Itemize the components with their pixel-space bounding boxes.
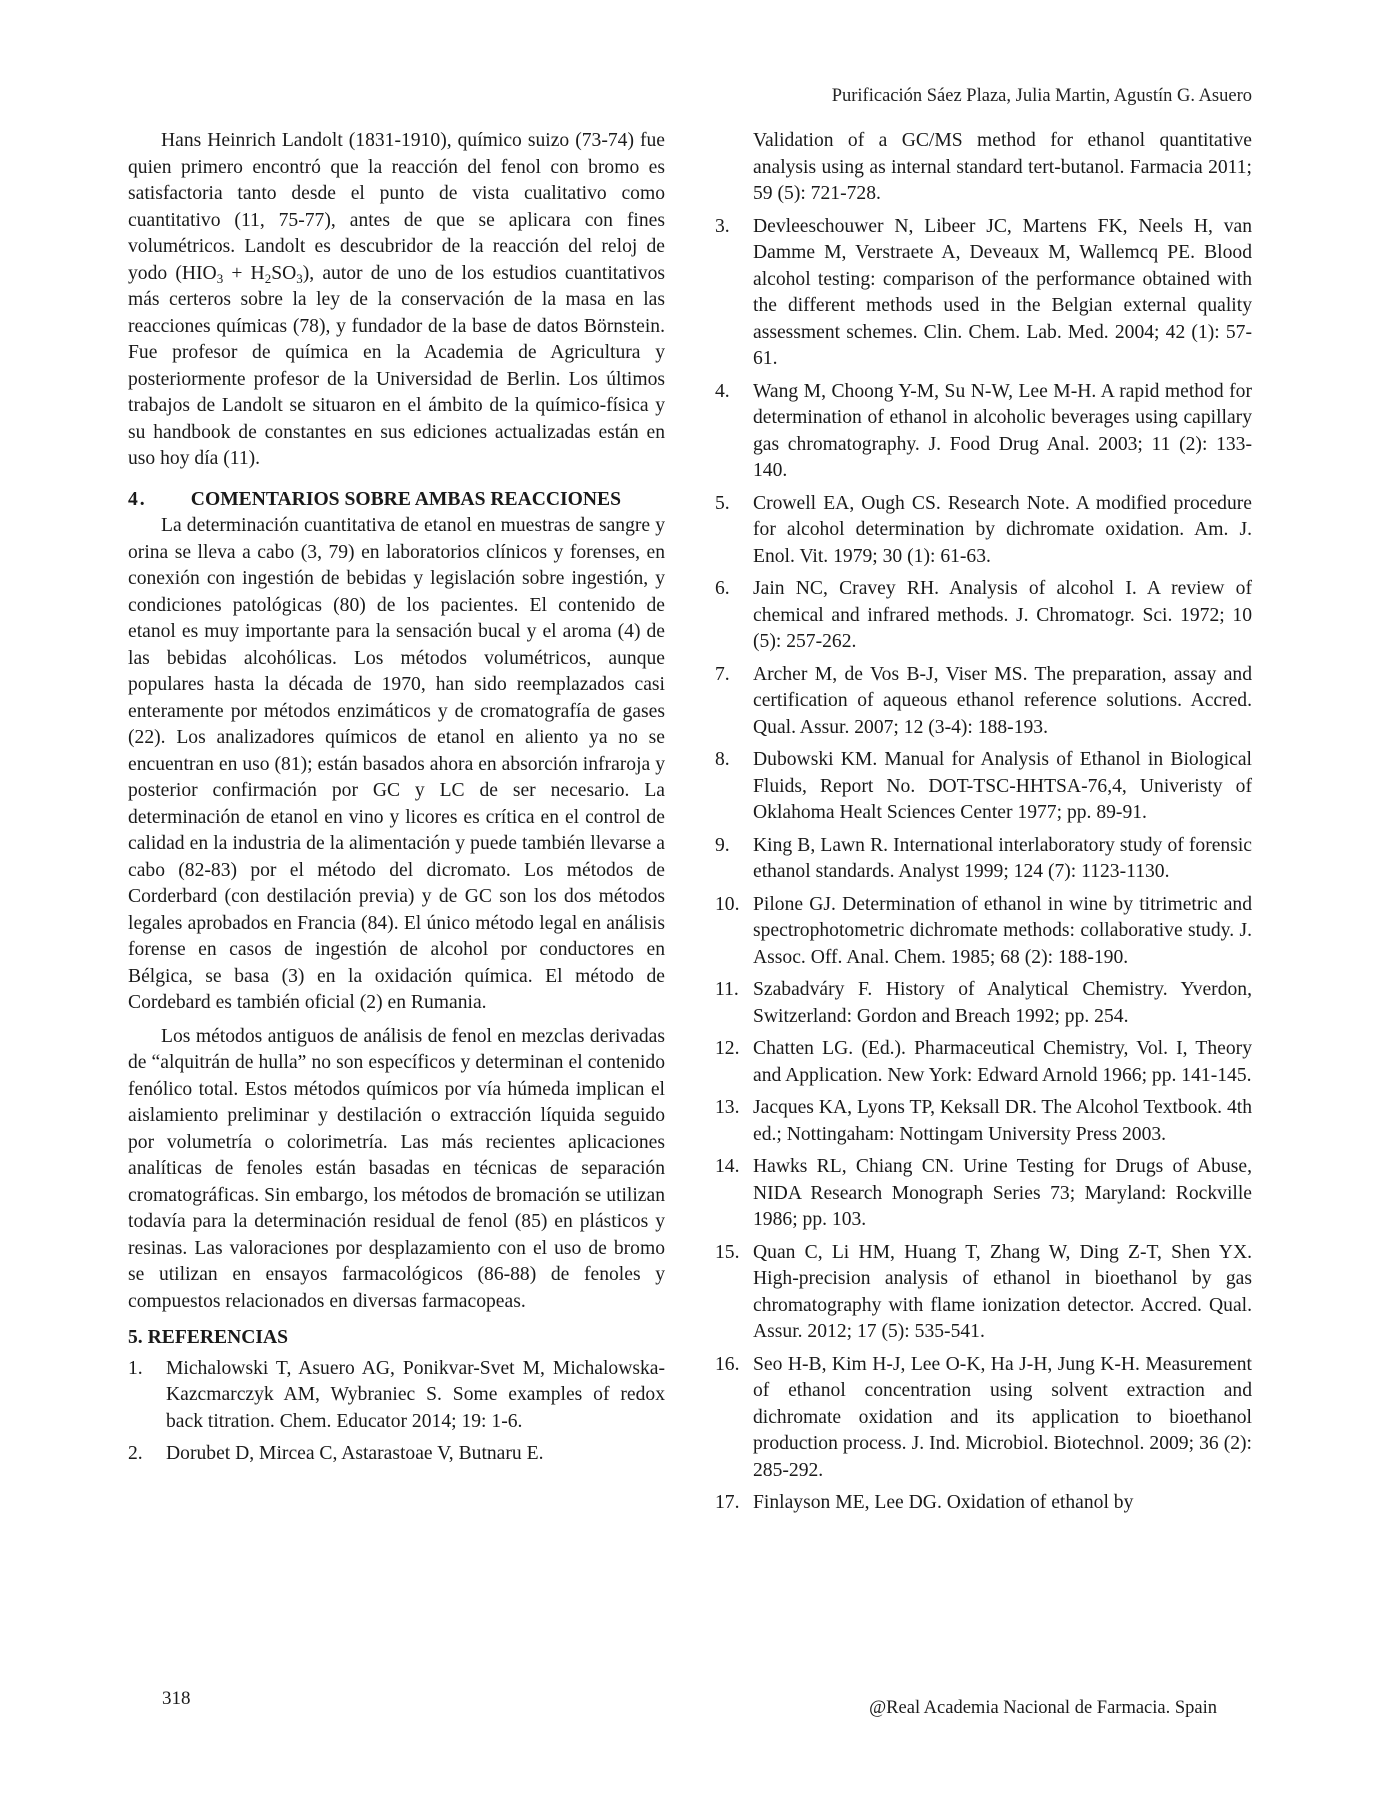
- reference-text: Jain NC, Cravey RH. Analysis of alcohol I. A review of chemical and infrared methods. J. Chromatogr. Sci. 1972; 10 (5): 257-262.: [753, 578, 1252, 652]
- reference-text: Quan C, Li HM, Huang T, Zhang W, Ding Z-T, Shen YX. High-precision analysis of ethanol in bioethanol by gas chromatography with flame ionization detector. Accred. Qual. Assur. 2012; 17 (5): 535-541.: [753, 1241, 1252, 1342]
- reference-number: 14.: [715, 1156, 740, 1177]
- reference-number: 12.: [715, 1038, 740, 1059]
- reference-number: 9.: [715, 834, 730, 856]
- reference-item: [715, 1352, 1252, 1485]
- reference-item: [715, 1490, 1252, 1517]
- reference-item: 2. Dorubet D, Mircea C, Astarastoae V, Butnaru E.: [128, 1443, 544, 1464]
- reference-item: [715, 379, 1252, 485]
- footer-copyright: @Real Academia Nacional de Farmacia. Spain: [869, 1698, 1217, 1718]
- reference-number: 16.: [715, 1353, 740, 1375]
- reference-text: Szabadváry F. History of Analytical Chemistry. Yverdon, Switzerland: Gordon and Breach 1992; pp. 254.: [753, 979, 1252, 1027]
- reference-list-right: [715, 214, 1252, 1517]
- reference-item: [715, 214, 1252, 373]
- section-heading-5: 5. REFERENCIAS: [128, 1327, 289, 1348]
- left-column: [128, 128, 665, 1474]
- reference-text: Jacques KA, Lyons TP, Keksall DR. The Alcohol Textbook. 4th ed.; Nottingaham: Nottingam University Press 2003.: [753, 1097, 1252, 1145]
- reference-text: Pilone GJ. Determination of ethanol in wine by titrimetric and spectrophotometric dichromate methods: collaborative study. J. Assoc. Off. Anal. Chem. 1985; 68 (2): 188-190.: [753, 893, 1252, 968]
- reference-item: [715, 833, 1252, 886]
- reference-number: 5.: [715, 492, 730, 514]
- reference-text: Wang M, Choong Y-M, Su N-W, Lee M-H. A rapid method for determination of ethanol in alcoholic beverages using capillary gas chromatography. J. Food Drug Anal. 2003; 11 (2): 133-140.: [753, 380, 1252, 481]
- reference-item: [715, 1154, 1252, 1234]
- section-heading-4: 4. COMENTARIOS SOBRE AMBAS REACCIONES: [128, 488, 622, 510]
- reference-item: [715, 892, 1252, 972]
- reference-item: 1. Michalowski T, Asuero AG, Ponikvar-Svet M, Michalowska-Kazcmarczyk AM, Wybraniec S. Some examples of redox back titration. Chem. Educator 2014; 19: 1-6.: [128, 1357, 665, 1432]
- reference-number: 6.: [715, 578, 730, 599]
- reference-text: Chatten LG. (Ed.). Pharmaceutical Chemistry, Vol. I, Theory and Application. New York: Edward Arnold 1966; pp. 141-145.: [753, 1038, 1252, 1086]
- reference-number: 8.: [715, 749, 730, 770]
- reference-text: Devleeschouwer N, Libeer JC, Martens FK, Neels H, van Damme M, Verstraete A, Deveaux M, Wallemcq PE. Blood alcohol testing: comparison of the performance obtained with the different methods used in the Belgian external quality assessment schemes. Clin. Chem. Lab. Med. 2004; 42 (1): 57-61.: [753, 215, 1252, 369]
- reference-list-left: [128, 1356, 665, 1468]
- reference-item: [715, 747, 1252, 827]
- reference-item: [715, 662, 1252, 742]
- reference-text: Crowell EA, Ough CS. Research Note. A modified procedure for alcohol determination by dichromate oxidation. Am. J. Enol. Vit. 1979; 30 (1): 61-63.: [753, 492, 1252, 567]
- reference-text: Archer M, de Vos B-J, Viser MS. The preparation, assay and certification of aqueous ethanol reference solutions. Accred. Qual. Assur. 2007; 12 (3-4): 188-193.: [753, 663, 1252, 738]
- reference-item: [715, 1036, 1252, 1089]
- reference-item: [715, 1095, 1252, 1148]
- paragraph-landolt: Hans Heinrich Landolt (1831-1910), químico suizo (73-74) fue quien primero encontró que la reacción del fenol con bromo es satisfactoria tanto desde el punto de vista cualitativo como cuantitativo (11, 75-77), antes de que se aplicara con fines volumétricos. Landolt es descubridor de la reacción del reloj de yodo $(HIO_3 + H_2SO_3)$, autor de uno de los estudios cuantitativos más certeros sobre la ley de la conservación de la masa en las reacciones químicas (78), y fundador de la base de datos Börnstein. Fue profesor de química en la Academia de Agricultura y posteriormente profesor de la Universidad de Berlin. Los últimos trabajos de Landolt se situaron en el ámbito de la químico-física y su handbook de constantes en sus ediciones actualizadas están en uso hoy día (11).: [128, 130, 666, 469]
- reference-number: 13.: [715, 1097, 740, 1118]
- paragraph-phenol: Los métodos antiguos de análisis de fenol en mezclas derivadas de “alquitrán de hulla” no son específicos y determinan el contenido fenólico total. Estos métodos químicos por vía húmeda implican el aislamiento preliminar y destilación o extracción líquida seguido por volumetría o colorimetría. Las más recientes aplicaciones analíticas de fenoles están basadas en técnicas de separación cromatográficas. Sin embargo, los métodos de bromación se utilizan todavía para la determinación residual de fenol (85) en plásticos y resinas. Las valoraciones por desplazamiento con el uso de bromo se utilizan en ensayos farmacológicos (86-88) de fenoles y compuestos relacionados en diversas farmacopeas.: [128, 1025, 665, 1312]
- running-header: Purificación Sáez Plaza, Julia Martin, Agustín G. Asuero: [831, 86, 1252, 106]
- reference-number: 4.: [715, 380, 730, 402]
- reference-number: 15.: [715, 1241, 740, 1263]
- reference-item: [715, 1240, 1252, 1346]
- reference-text: Finlayson ME, Lee DG. Oxidation of ethanol by: [753, 1492, 1134, 1513]
- reference-text: Dubowski KM. Manual for Analysis of Ethanol in Biological Fluids, Report No. DOT-TSC-HHTSA-76,4, Univeristy of Oklahoma Healt Sciences Center 1977; pp. 89-91.: [753, 749, 1252, 823]
- reference-number: 3.: [715, 215, 730, 237]
- reference-item: [715, 491, 1252, 571]
- reference-text: Hawks RL, Chiang CN. Urine Testing for Drugs of Abuse, NIDA Research Monograph Series 73; Maryland: Rockville 1986; pp. 103.: [753, 1156, 1252, 1230]
- paragraph-ethanol: La determinación cuantitativa de etanol en muestras de sangre y orina se lleva a cabo (3, 79) en laboratorios clínicos y forenses, en conexión con ingestión de bebidas y legislación sobre ingestión, y condiciones patológicas (80) de los pacientes. El contenido de etanol es muy importante para la sensación bucal y el aroma (4) de las bebidas alcohólicas. Los métodos volumétricos, aunque populares hasta la década de 1970, han sido reemplazados casi enteramente por métodos enzimáticos y de cromatografía de gases (22). Los analizadores químicos de etanol en aliento ya no se encuentran en uso (81); están basados ahora en absorción infraroja y posterior confirmación por GC y LC de ser necesario. La determinación de etanol en vino y licores es crítica en el control de calidad en la industria de la alimentación y puede también llevarse a cabo (82-83) por el método del dicromato. Los métodos de Corderbard (con destilación previa) y de GC son los dos métodos legales aprobados en Francia (84). El único método legal en análisis forense en casos de ingestión de alcohol por conductores en Bélgica, se basa (3) en la oxidación química. El método de Cordebard es también oficial (2) en Rumania.: [128, 515, 665, 1013]
- reference-text: King B, Lawn R. International interlaboratory study of forensic ethanol standards. Analyst 1999; 124 (7): 1123-1130.: [753, 834, 1252, 882]
- reference-item: [715, 576, 1252, 656]
- reference-number: 10.: [715, 893, 740, 915]
- reference-number: 17.: [715, 1492, 740, 1513]
- reference-number: 11.: [715, 979, 739, 1000]
- page-number: 318: [162, 1688, 191, 1709]
- right-column: [715, 128, 1252, 1523]
- reference-text: Seo H-B, Kim H-J, Lee O-K, Ha J-H, Jung K-H. Measurement of ethanol concentration using solvent extraction and dichromate oxidation and its application to bioethanol production process. J. Ind. Microbiol. Biotechnol. 2009; 36 (2): 285-292.: [753, 1353, 1252, 1481]
- reference-continuation: Validation of a GC/MS method for ethanol quantitative analysis using as internal standard tert-butanol. Farmacia 2011; 59 (5): 721-728.: [753, 130, 1252, 204]
- reference-number: 7.: [715, 663, 730, 685]
- reference-item: [715, 977, 1252, 1030]
